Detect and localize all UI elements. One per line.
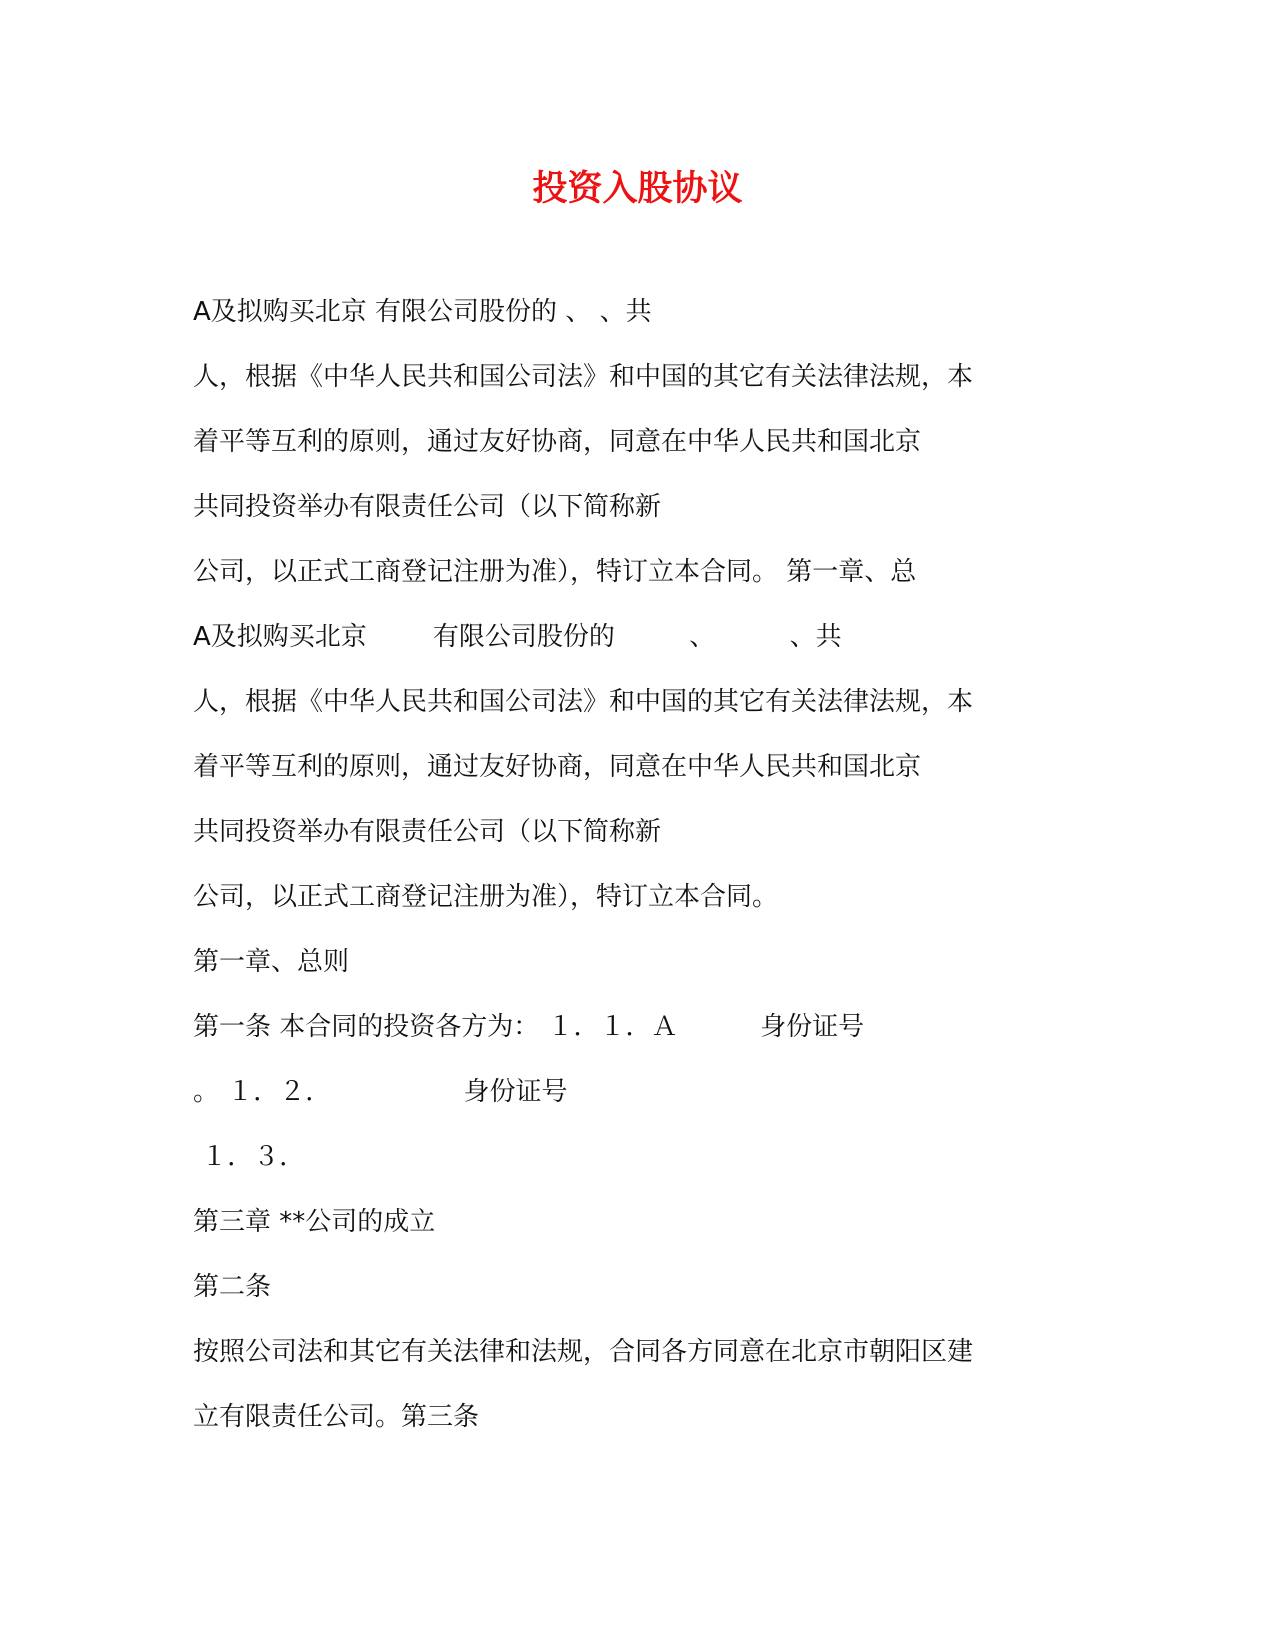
paragraph-line: 着平等互利的原则，通过友好协商，同意在中华人民共和国北京: [193, 752, 922, 782]
article-line: １．３．: [193, 1142, 306, 1172]
paragraph-line: 共同投资举办有限责任公司（以下简称新: [193, 817, 662, 847]
article-line: 第一条 本合同的投资各方为： １．１．Ａ 身份证号: [193, 1012, 865, 1042]
paragraph-line: A及拟购买北京 有限公司股份的 、 、共: [193, 622, 842, 652]
paragraph-line: 立有限责任公司。第三条: [193, 1402, 480, 1432]
paragraph-line: 共同投资举办有限责任公司（以下简称新: [193, 492, 662, 522]
document-body: [193, 280, 1093, 1450]
chapter-heading: 第一章、总则: [193, 947, 350, 977]
paragraph-line: 人，根据《中华人民共和国公司法》和中国的其它有关法律法规，本: [193, 687, 974, 717]
paragraph-line: 公司，以正式工商登记注册为准），特订立本合同。 第一章、总: [193, 557, 917, 587]
paragraph-line: A及拟购买北京 有限公司股份的 、 、共: [193, 297, 652, 327]
paragraph-line: 人，根据《中华人民共和国公司法》和中国的其它有关法律法规，本: [193, 362, 974, 392]
chapter-heading: 第三章 **公司的成立: [193, 1207, 436, 1237]
paragraph-line: 着平等互利的原则，通过友好协商，同意在中华人民共和国北京: [193, 427, 922, 457]
paragraph-line: 公司，以正式工商登记注册为准），特订立本合同。: [193, 882, 779, 912]
document-title: 投资入股协议: [532, 168, 743, 209]
article-heading: 第二条: [193, 1272, 272, 1302]
article-line: 。 １．２． 身份证号: [193, 1077, 568, 1107]
paragraph-line: 按照公司法和其它有关法律和法规，合同各方同意在北京市朝阳区建: [193, 1337, 974, 1367]
